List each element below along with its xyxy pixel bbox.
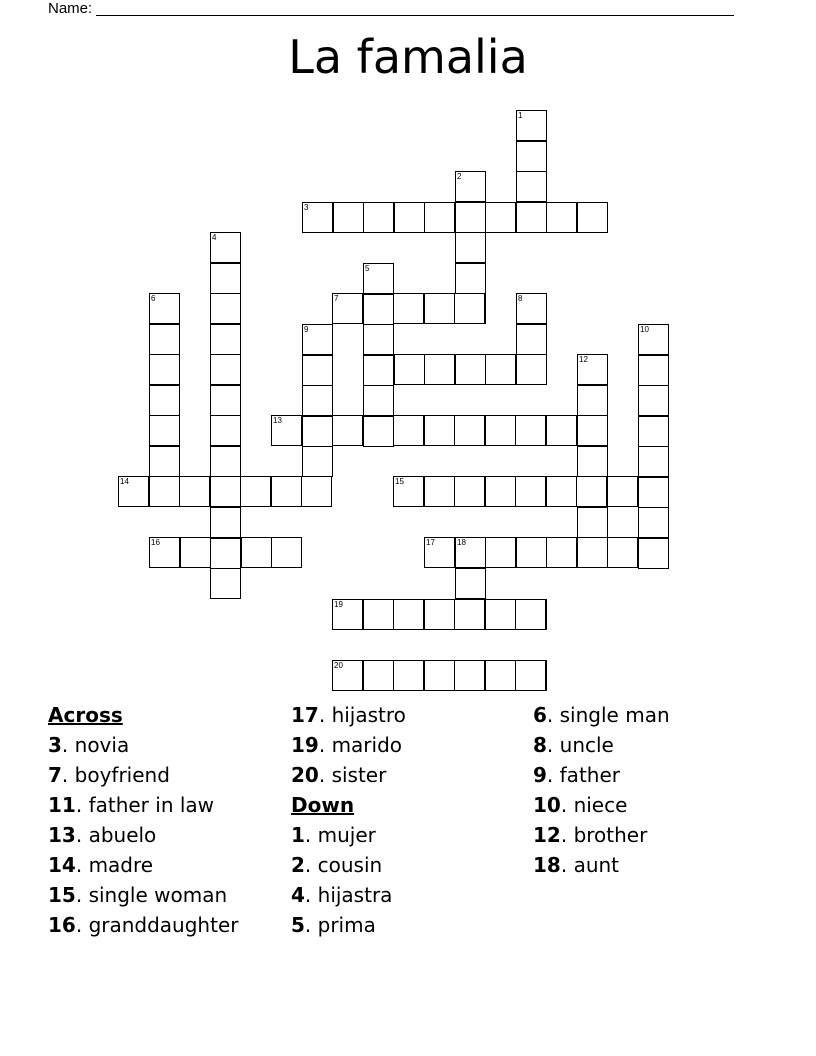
crossword-cell[interactable] bbox=[485, 537, 516, 568]
crossword-cell[interactable] bbox=[638, 507, 669, 538]
clue-number: 13 bbox=[273, 416, 282, 425]
clue-number: 8 bbox=[518, 294, 523, 303]
crossword-cell[interactable] bbox=[607, 537, 638, 568]
clue-item: 19. marido bbox=[291, 733, 403, 757]
clue-item: 17. hijastro bbox=[291, 703, 406, 727]
crossword-cell[interactable] bbox=[210, 538, 241, 569]
clue-item-number: 14 bbox=[48, 853, 76, 877]
clue-item-text: granddaughter bbox=[88, 913, 239, 937]
crossword-cell[interactable] bbox=[149, 354, 180, 385]
crossword-cell[interactable] bbox=[302, 385, 333, 416]
crossword-cell[interactable] bbox=[149, 476, 180, 507]
clue-item-text: novia bbox=[74, 733, 130, 757]
crossword-cell[interactable] bbox=[485, 202, 516, 233]
clue-item-text: marido bbox=[331, 733, 403, 757]
crossword-cell[interactable] bbox=[516, 537, 547, 568]
crossword-cell[interactable] bbox=[516, 202, 547, 233]
crossword-cell[interactable] bbox=[515, 476, 546, 507]
clue-number: 7 bbox=[334, 294, 339, 303]
crossword-cell[interactable] bbox=[394, 202, 425, 233]
clue-item-number: 9 bbox=[533, 763, 547, 787]
crossword-cell[interactable] bbox=[638, 446, 669, 477]
clue-item: 2. cousin bbox=[291, 853, 383, 877]
crossword-cell[interactable] bbox=[455, 263, 486, 294]
clue-item: 4. hijastra bbox=[291, 883, 393, 907]
crossword-cell[interactable] bbox=[394, 354, 425, 385]
clue-item-number: 13 bbox=[48, 823, 76, 847]
clue-item-text: mujer bbox=[317, 823, 376, 847]
crossword-cell[interactable] bbox=[332, 415, 363, 446]
clue-item-text: hijastra bbox=[317, 883, 393, 907]
crossword-cell[interactable] bbox=[393, 293, 424, 324]
crossword-cell[interactable] bbox=[516, 171, 547, 202]
crossword-cell[interactable] bbox=[210, 415, 241, 446]
clue-item-text: abuelo bbox=[88, 823, 157, 847]
clue-column-1 bbox=[48, 700, 238, 940]
crossword-cell[interactable] bbox=[424, 599, 455, 630]
crossword-cell[interactable] bbox=[638, 355, 669, 386]
crossword-cell[interactable] bbox=[149, 385, 180, 416]
crossword-cell[interactable] bbox=[149, 324, 180, 355]
crossword-cell[interactable] bbox=[424, 537, 455, 568]
clue-number: 5 bbox=[365, 264, 370, 273]
crossword-cell[interactable] bbox=[302, 202, 333, 233]
clue-item-text: father in law bbox=[88, 793, 215, 817]
crossword-cell[interactable] bbox=[455, 568, 486, 599]
crossword-cell[interactable] bbox=[638, 416, 669, 447]
crossword-cell[interactable] bbox=[485, 354, 516, 385]
crossword-cell[interactable] bbox=[210, 232, 241, 263]
clue-item-number: 11 bbox=[48, 793, 76, 817]
crossword-cell[interactable] bbox=[210, 446, 241, 477]
clue-number: 15 bbox=[395, 477, 404, 486]
crossword-cell[interactable] bbox=[179, 476, 210, 507]
crossword-cell[interactable] bbox=[638, 538, 669, 569]
clue-item: 14. madre bbox=[48, 853, 154, 877]
crossword-cell[interactable] bbox=[455, 354, 486, 385]
clue-item: 10. niece bbox=[533, 793, 628, 817]
clue-item-number: 5 bbox=[291, 913, 305, 937]
clue-item: 20. sister bbox=[291, 763, 387, 787]
clue-number: 12 bbox=[579, 355, 588, 364]
clue-number: 4 bbox=[212, 233, 217, 242]
crossword-cell[interactable] bbox=[424, 354, 455, 385]
crossword-cell[interactable] bbox=[180, 537, 211, 568]
crossword-cell[interactable] bbox=[576, 476, 607, 507]
crossword-cell[interactable] bbox=[454, 660, 485, 691]
clue-number: 1 bbox=[518, 111, 523, 120]
clue-item-number: 3 bbox=[48, 733, 62, 757]
crossword-cell[interactable] bbox=[210, 263, 241, 294]
crossword-cell[interactable] bbox=[607, 476, 638, 507]
clue-number: 17 bbox=[426, 538, 435, 547]
clue-item: 16. granddaughter bbox=[48, 913, 239, 937]
clue-number: 10 bbox=[640, 325, 649, 334]
clue-item-number: 16 bbox=[48, 913, 76, 937]
crossword-cell[interactable] bbox=[454, 476, 485, 507]
clue-item-text: cousin bbox=[317, 853, 383, 877]
clue-heading-text: Across bbox=[48, 703, 123, 727]
clue-item-text: single woman bbox=[88, 883, 228, 907]
crossword-cell[interactable] bbox=[455, 537, 486, 568]
clue-item-number: 18 bbox=[533, 853, 561, 877]
crossword-cell[interactable] bbox=[577, 354, 608, 385]
crossword-cell[interactable] bbox=[363, 263, 394, 294]
crossword-cell[interactable] bbox=[271, 415, 302, 446]
crossword-cell[interactable] bbox=[455, 202, 486, 233]
crossword-cell[interactable] bbox=[638, 477, 669, 508]
clue-item-number: 10 bbox=[533, 793, 561, 817]
clue-item-text: uncle bbox=[559, 733, 614, 757]
crossword-cell[interactable] bbox=[332, 660, 363, 691]
crossword-cell[interactable] bbox=[515, 599, 546, 630]
crossword-cell[interactable] bbox=[485, 476, 516, 507]
crossword-cell[interactable] bbox=[149, 446, 180, 477]
clue-item: 5. prima bbox=[291, 913, 376, 937]
clue-item-text: prima bbox=[317, 913, 376, 937]
crossword-cell[interactable] bbox=[302, 324, 333, 355]
clue-item-number: 17 bbox=[291, 703, 319, 727]
crossword-cell[interactable] bbox=[363, 324, 394, 355]
clue-item: 3. novia bbox=[48, 733, 130, 757]
crossword-cell[interactable] bbox=[485, 599, 516, 630]
crossword-cell[interactable] bbox=[363, 416, 394, 447]
crossword-cell[interactable] bbox=[424, 415, 455, 446]
page-title: La famalia bbox=[288, 30, 528, 84]
crossword-cell[interactable] bbox=[454, 415, 485, 446]
crossword-cell[interactable] bbox=[363, 599, 394, 630]
crossword-cell[interactable] bbox=[577, 537, 608, 568]
clue-item-text: aunt bbox=[573, 853, 620, 877]
crossword-cell[interactable] bbox=[577, 202, 608, 233]
crossword-cell[interactable] bbox=[393, 599, 424, 630]
clue-item-number: 2 bbox=[291, 853, 305, 877]
clue-item-number: 1 bbox=[291, 823, 305, 847]
crossword-cell[interactable] bbox=[332, 293, 363, 324]
crossword-cell[interactable] bbox=[210, 324, 241, 355]
clue-item: 1. mujer bbox=[291, 823, 376, 847]
clue-item-text: boyfriend bbox=[74, 763, 170, 787]
clue-item: 9. father bbox=[533, 763, 620, 787]
crossword-cell[interactable] bbox=[210, 354, 241, 385]
crossword-cell[interactable] bbox=[516, 324, 547, 355]
clue-item-number: 19 bbox=[291, 733, 319, 757]
crossword-cell[interactable] bbox=[424, 202, 455, 233]
crossword-cell[interactable] bbox=[577, 415, 608, 446]
name-label: Name: bbox=[48, 0, 93, 17]
crossword-cell[interactable] bbox=[577, 507, 608, 538]
crossword-cell[interactable] bbox=[454, 293, 485, 324]
crossword-cell[interactable] bbox=[363, 355, 394, 386]
crossword-cell[interactable] bbox=[240, 476, 271, 507]
crossword-cell[interactable] bbox=[363, 660, 394, 691]
clue-item-text: sister bbox=[331, 763, 387, 787]
crossword-cell[interactable] bbox=[485, 660, 516, 691]
crossword-cell[interactable] bbox=[455, 232, 486, 263]
clue-item-number: 15 bbox=[48, 883, 76, 907]
clue-number: 2 bbox=[457, 172, 462, 181]
crossword-cell[interactable] bbox=[302, 446, 333, 477]
crossword-cell[interactable] bbox=[118, 476, 149, 507]
clue-item-text: brother bbox=[573, 823, 648, 847]
crossword-cell[interactable] bbox=[577, 385, 608, 416]
crossword-cell[interactable] bbox=[516, 110, 547, 141]
crossword-cell[interactable] bbox=[149, 293, 180, 324]
crossword-cell[interactable] bbox=[363, 202, 394, 233]
crossword-cell[interactable] bbox=[363, 385, 394, 416]
clue-item-number: 8 bbox=[533, 733, 547, 757]
crossword-cell[interactable] bbox=[241, 537, 272, 568]
crossword-cell[interactable] bbox=[424, 476, 455, 507]
clue-number: 9 bbox=[304, 325, 309, 334]
crossword-cell[interactable] bbox=[546, 415, 577, 446]
clue-number: 14 bbox=[120, 477, 129, 486]
clue-item-text: hijastro bbox=[331, 703, 406, 727]
clue-item-number: 12 bbox=[533, 823, 561, 847]
clue-item-text: niece bbox=[573, 793, 628, 817]
crossword-cell[interactable] bbox=[302, 355, 333, 386]
crossword-cell[interactable] bbox=[485, 415, 516, 446]
clue-item: 15. single woman bbox=[48, 883, 228, 907]
clue-item: 18. aunt bbox=[533, 853, 620, 877]
crossword-cell[interactable] bbox=[333, 202, 364, 233]
clue-item-text: madre bbox=[88, 853, 154, 877]
clue-item: 13. abuelo bbox=[48, 823, 157, 847]
clue-item-number: 7 bbox=[48, 763, 62, 787]
clue-item-number: 4 bbox=[291, 883, 305, 907]
crossword-cell[interactable] bbox=[210, 476, 241, 507]
crossword-cell[interactable] bbox=[332, 599, 363, 630]
clue-number: 19 bbox=[334, 600, 343, 609]
clue-item-number: 20 bbox=[291, 763, 319, 787]
clue-column-2 bbox=[291, 700, 406, 940]
crossword-cell[interactable] bbox=[271, 537, 302, 568]
clue-heading-text: Down bbox=[291, 793, 355, 817]
clue-item: 7. boyfriend bbox=[48, 763, 170, 787]
crossword-cell[interactable] bbox=[393, 415, 424, 446]
clue-number: 18 bbox=[457, 538, 466, 547]
crossword-cell[interactable] bbox=[301, 476, 332, 507]
crossword-cell[interactable] bbox=[577, 446, 608, 477]
clue-column-3 bbox=[533, 700, 670, 880]
crossword-cell[interactable] bbox=[149, 537, 180, 568]
crossword-cell[interactable] bbox=[210, 385, 241, 416]
crossword-cell[interactable] bbox=[638, 385, 669, 416]
crossword-cell[interactable] bbox=[424, 293, 455, 324]
crossword-cell[interactable] bbox=[546, 202, 577, 233]
clue-item-text: father bbox=[559, 763, 620, 787]
crossword-cell[interactable] bbox=[546, 476, 577, 507]
clue-number: 20 bbox=[334, 661, 343, 670]
crossword-cell[interactable] bbox=[454, 599, 485, 630]
crossword-cell[interactable] bbox=[516, 141, 547, 172]
clue-item: 6. single man bbox=[533, 703, 670, 727]
clue-item: 11. father in law bbox=[48, 793, 215, 817]
crossword-cell[interactable] bbox=[210, 568, 241, 599]
crossword-cell[interactable] bbox=[210, 293, 241, 324]
crossword-cell[interactable] bbox=[546, 537, 577, 568]
clue-item-text: single man bbox=[559, 703, 670, 727]
crossword-cell[interactable] bbox=[149, 415, 180, 446]
clue-item: 12. brother bbox=[533, 823, 648, 847]
clue-number: 6 bbox=[151, 294, 156, 303]
clue-number: 3 bbox=[304, 203, 309, 212]
crossword-cell[interactable] bbox=[363, 294, 394, 325]
crossword-cell[interactable] bbox=[515, 660, 546, 691]
crossword-cell[interactable] bbox=[393, 476, 424, 507]
crossword-cell[interactable] bbox=[515, 415, 546, 446]
crossword-cell[interactable] bbox=[516, 293, 547, 324]
crossword-cell[interactable] bbox=[302, 416, 333, 447]
crossword-cell[interactable] bbox=[424, 660, 455, 691]
crossword-cell[interactable] bbox=[516, 354, 547, 385]
clue-section-heading bbox=[48, 700, 238, 730]
crossword-cell[interactable] bbox=[393, 660, 424, 691]
crossword-cell[interactable] bbox=[210, 507, 241, 538]
clue-item: 8. uncle bbox=[533, 733, 614, 757]
crossword-cell[interactable] bbox=[271, 476, 302, 507]
clue-number: 16 bbox=[151, 538, 160, 547]
crossword-cell[interactable] bbox=[455, 171, 486, 202]
clue-section-heading bbox=[291, 790, 406, 820]
clue-item-number: 6 bbox=[533, 703, 547, 727]
crossword-cell[interactable] bbox=[638, 324, 669, 355]
